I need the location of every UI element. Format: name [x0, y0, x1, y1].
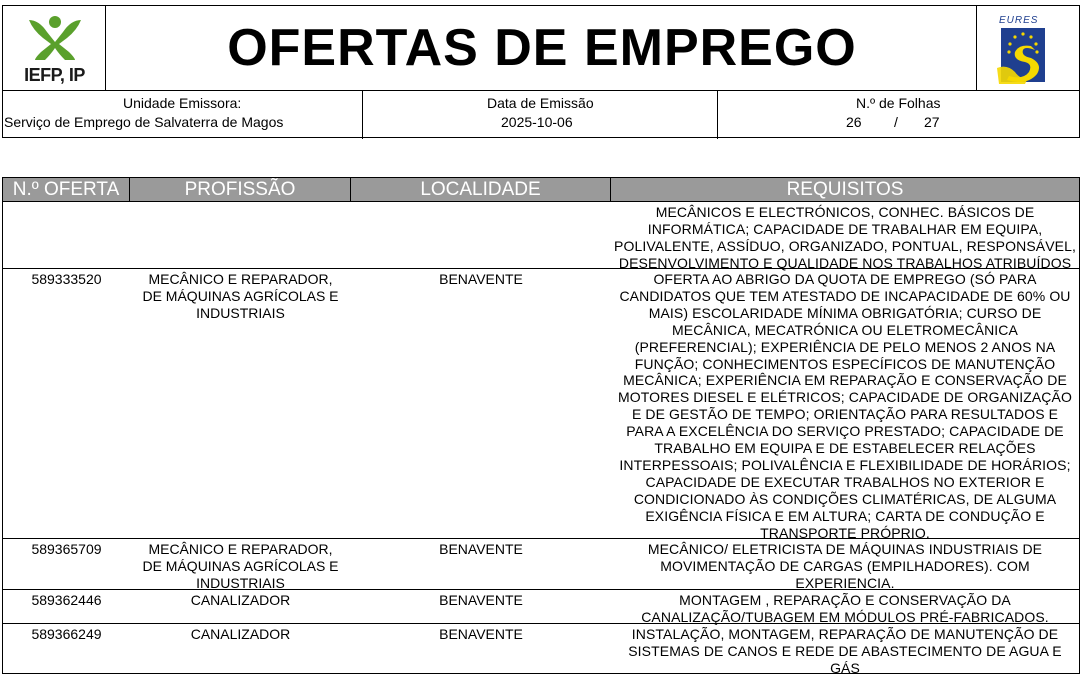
- oferta-number: 589366249: [31, 626, 102, 642]
- profissao-cell: [130, 541, 351, 592]
- folha-total: 27: [924, 114, 940, 130]
- offers-table: [2, 177, 1080, 674]
- table-row: [3, 539, 1079, 590]
- profissao-line: INDUSTRIAIS: [196, 304, 285, 321]
- requisitos-cell: [611, 626, 1079, 677]
- requisitos-line: CONDICIONADO ÀS CONDIÇÕES CLIMATÉRICAS, DE ALGUMA: [633, 490, 1057, 507]
- oferta-number: 589365709: [31, 541, 102, 557]
- unidade-emissora-cell: [3, 91, 363, 139]
- requisitos-line: MECÂNICOS E ELECTRÓNICOS, CONHEC. BÁSICOS DE: [655, 204, 1035, 220]
- requisitos-line: MOTORES DIESEL E ELÉTRICOS; CAPACIDADE DE ORGANIZAÇÃO: [618, 389, 1072, 406]
- eures-logo-icon: [997, 28, 1049, 84]
- table-row: [3, 590, 1079, 624]
- localidade-cell: BENAVENTE: [439, 271, 523, 287]
- requisitos-cell: [611, 204, 1079, 272]
- table-row: [3, 202, 1079, 269]
- requisitos-line: CANALIZAÇÃO/TUBAGEM EM MÓDULOS PRÉ-FABRICADOS.: [641, 608, 1049, 625]
- eures-logo: [976, 6, 1079, 90]
- profissao-line: INDUSTRIAIS: [196, 574, 285, 591]
- requisitos-line: SISTEMAS DE CANOS E REDE DE ABASTECIMENTO DE AGUA E: [628, 642, 1062, 659]
- document-header: [2, 5, 1080, 138]
- logo-text: IEFP, IP: [24, 65, 85, 85]
- requisitos-line: MOVIMENTAÇÃO DE CARGAS (EMPILHADORES). COM: [660, 557, 1030, 574]
- iefp-logo-icon: [25, 14, 85, 64]
- requisitos-line: PARA A EXCELÊNCIA DO SERVIÇO PRESTADO; CAPACIDADE DE: [626, 423, 1064, 440]
- unidade-value: Serviço de Emprego de Salvaterra de Magos: [4, 114, 284, 130]
- requisitos-cell: [611, 541, 1079, 592]
- data-emissao-cell: [363, 91, 718, 139]
- page-title: OFERTAS DE EMPREGO: [227, 19, 857, 77]
- column-header-oferta: N.º OFERTA: [3, 178, 130, 201]
- requisitos-line: FUNÇÃO; CONHECIMENTOS ESPECÍFICOS DE MANUTENÇÃO: [634, 355, 1056, 372]
- requisitos-line: E DE GESTÃO DE TEMPO; ORIENTAÇÃO PARA RESULTADOS E: [631, 406, 1059, 423]
- profissao-cell: [130, 626, 351, 643]
- meta-row: [3, 90, 1079, 138]
- iefp-logo: [3, 6, 106, 90]
- unidade-label: Unidade Emissora:: [123, 95, 242, 111]
- table-row: [3, 269, 1079, 539]
- profissao-line: MECÂNICO E REPARADOR,: [148, 541, 333, 557]
- profissao-line: DE MÁQUINAS AGRÍCOLAS E: [142, 287, 339, 304]
- requisitos-line: MONTAGEM , REPARAÇÃO E CONSERVAÇÃO DA: [679, 592, 1011, 608]
- localidade-cell: BENAVENTE: [439, 626, 523, 642]
- data-value: 2025-10-06: [501, 114, 573, 130]
- requisitos-line: MECÂNICA, MECATRÓNICA OU ELETROMECÂNICA: [672, 321, 1018, 338]
- column-header-requisitos: REQUISITOS: [786, 179, 904, 200]
- oferta-number: 589333520: [31, 271, 102, 287]
- column-header-localidade: LOCALIDADE: [351, 178, 611, 201]
- eures-text: EURES: [999, 15, 1039, 26]
- folhas-cell: [718, 91, 1079, 139]
- requisitos-line: TRABALHO EM EQUIPA E DE ESTABELECER RELAÇÕES: [654, 440, 1036, 457]
- table-row: [3, 624, 1079, 674]
- profissao-line: CANALIZADOR: [190, 592, 291, 608]
- requisitos-line: GÁS: [830, 659, 860, 676]
- requisitos-cell: [611, 271, 1079, 542]
- requisitos-line: CAPACIDADE DE EXECUTAR TRABALHOS NO EXTERIOR E: [645, 473, 1045, 490]
- folha-separator: /: [894, 114, 898, 130]
- localidade-cell: BENAVENTE: [439, 592, 523, 608]
- requisitos-line: POLIVALENTE, ASSÍDUO, ORGANIZADO, PONTUAL, RESPONSÁVEL,: [614, 237, 1076, 254]
- requisitos-line: INSTALAÇÃO, MONTAGEM, REPARAÇÃO DE MANUTENÇÃO DE: [631, 626, 1059, 642]
- requisitos-line: OFERTA AO ABRIGO DA QUOTA DE EMPREGO (SÓ PARA: [653, 271, 1037, 287]
- data-label: Data de Emissão: [487, 95, 594, 111]
- profissao-cell: [130, 271, 351, 322]
- requisitos-line: MECÂNICO/ ELETRICISTA DE MÁQUINAS INDUSTRIAIS DE: [647, 541, 1043, 557]
- profissao-line: MECÂNICO E REPARADOR,: [148, 271, 333, 287]
- folhas-label: N.º de Folhas: [856, 95, 941, 111]
- requisitos-line: INTERPESSOAIS; POLIVALÊNCIA E FLEXIBILIDADE DE HORÁRIOS;: [619, 456, 1071, 473]
- requisitos-line: CANDIDATOS QUE TEM ATESTADO DE INCAPACIDADE DE 60% OU: [619, 287, 1071, 304]
- requisitos-line: TRANSPORTE PRÓPRIO.: [760, 524, 930, 541]
- requisitos-line: (PREFERENCIAL); EXPERIÊNCIA DE PELO MENOS 2 ANOS NA: [634, 338, 1056, 355]
- profissao-line: DE MÁQUINAS AGRÍCOLAS E: [142, 557, 339, 574]
- requisitos-line: MECÂNICA; EXPERIÊNCIA EM REPARAÇÃO E CONSERVAÇÃO DE: [623, 372, 1067, 389]
- profissao-cell: [130, 592, 351, 609]
- folha-atual: 26: [846, 114, 862, 130]
- localidade-cell: BENAVENTE: [439, 541, 523, 557]
- requisitos-line: MAIS) ESCOLARIDADE MÍNIMA OBRIGATÓRIA; CURSO DE: [648, 304, 1042, 321]
- requisitos-line: DESENVOLVIMENTO E QUALIDADE NOS TRABALHOS ATRIBUÍDOS: [618, 254, 1072, 271]
- requisitos-line: EXPERIENCIA.: [795, 574, 895, 591]
- profissao-line: CANALIZADOR: [190, 626, 291, 642]
- requisitos-line: INFORMÁTICA; CAPACIDADE DE TRABALHAR EM EQUIPA,: [647, 220, 1043, 237]
- oferta-number: 589362446: [31, 592, 102, 608]
- table-header: [3, 178, 1079, 202]
- column-header-profissao: PROFISSÃO: [130, 178, 351, 201]
- requisitos-line: EXIGÊNCIA FÍSICA E EM ALTURA; CARTA DE CONDUÇÃO E: [645, 507, 1045, 524]
- requisitos-cell: [611, 592, 1079, 626]
